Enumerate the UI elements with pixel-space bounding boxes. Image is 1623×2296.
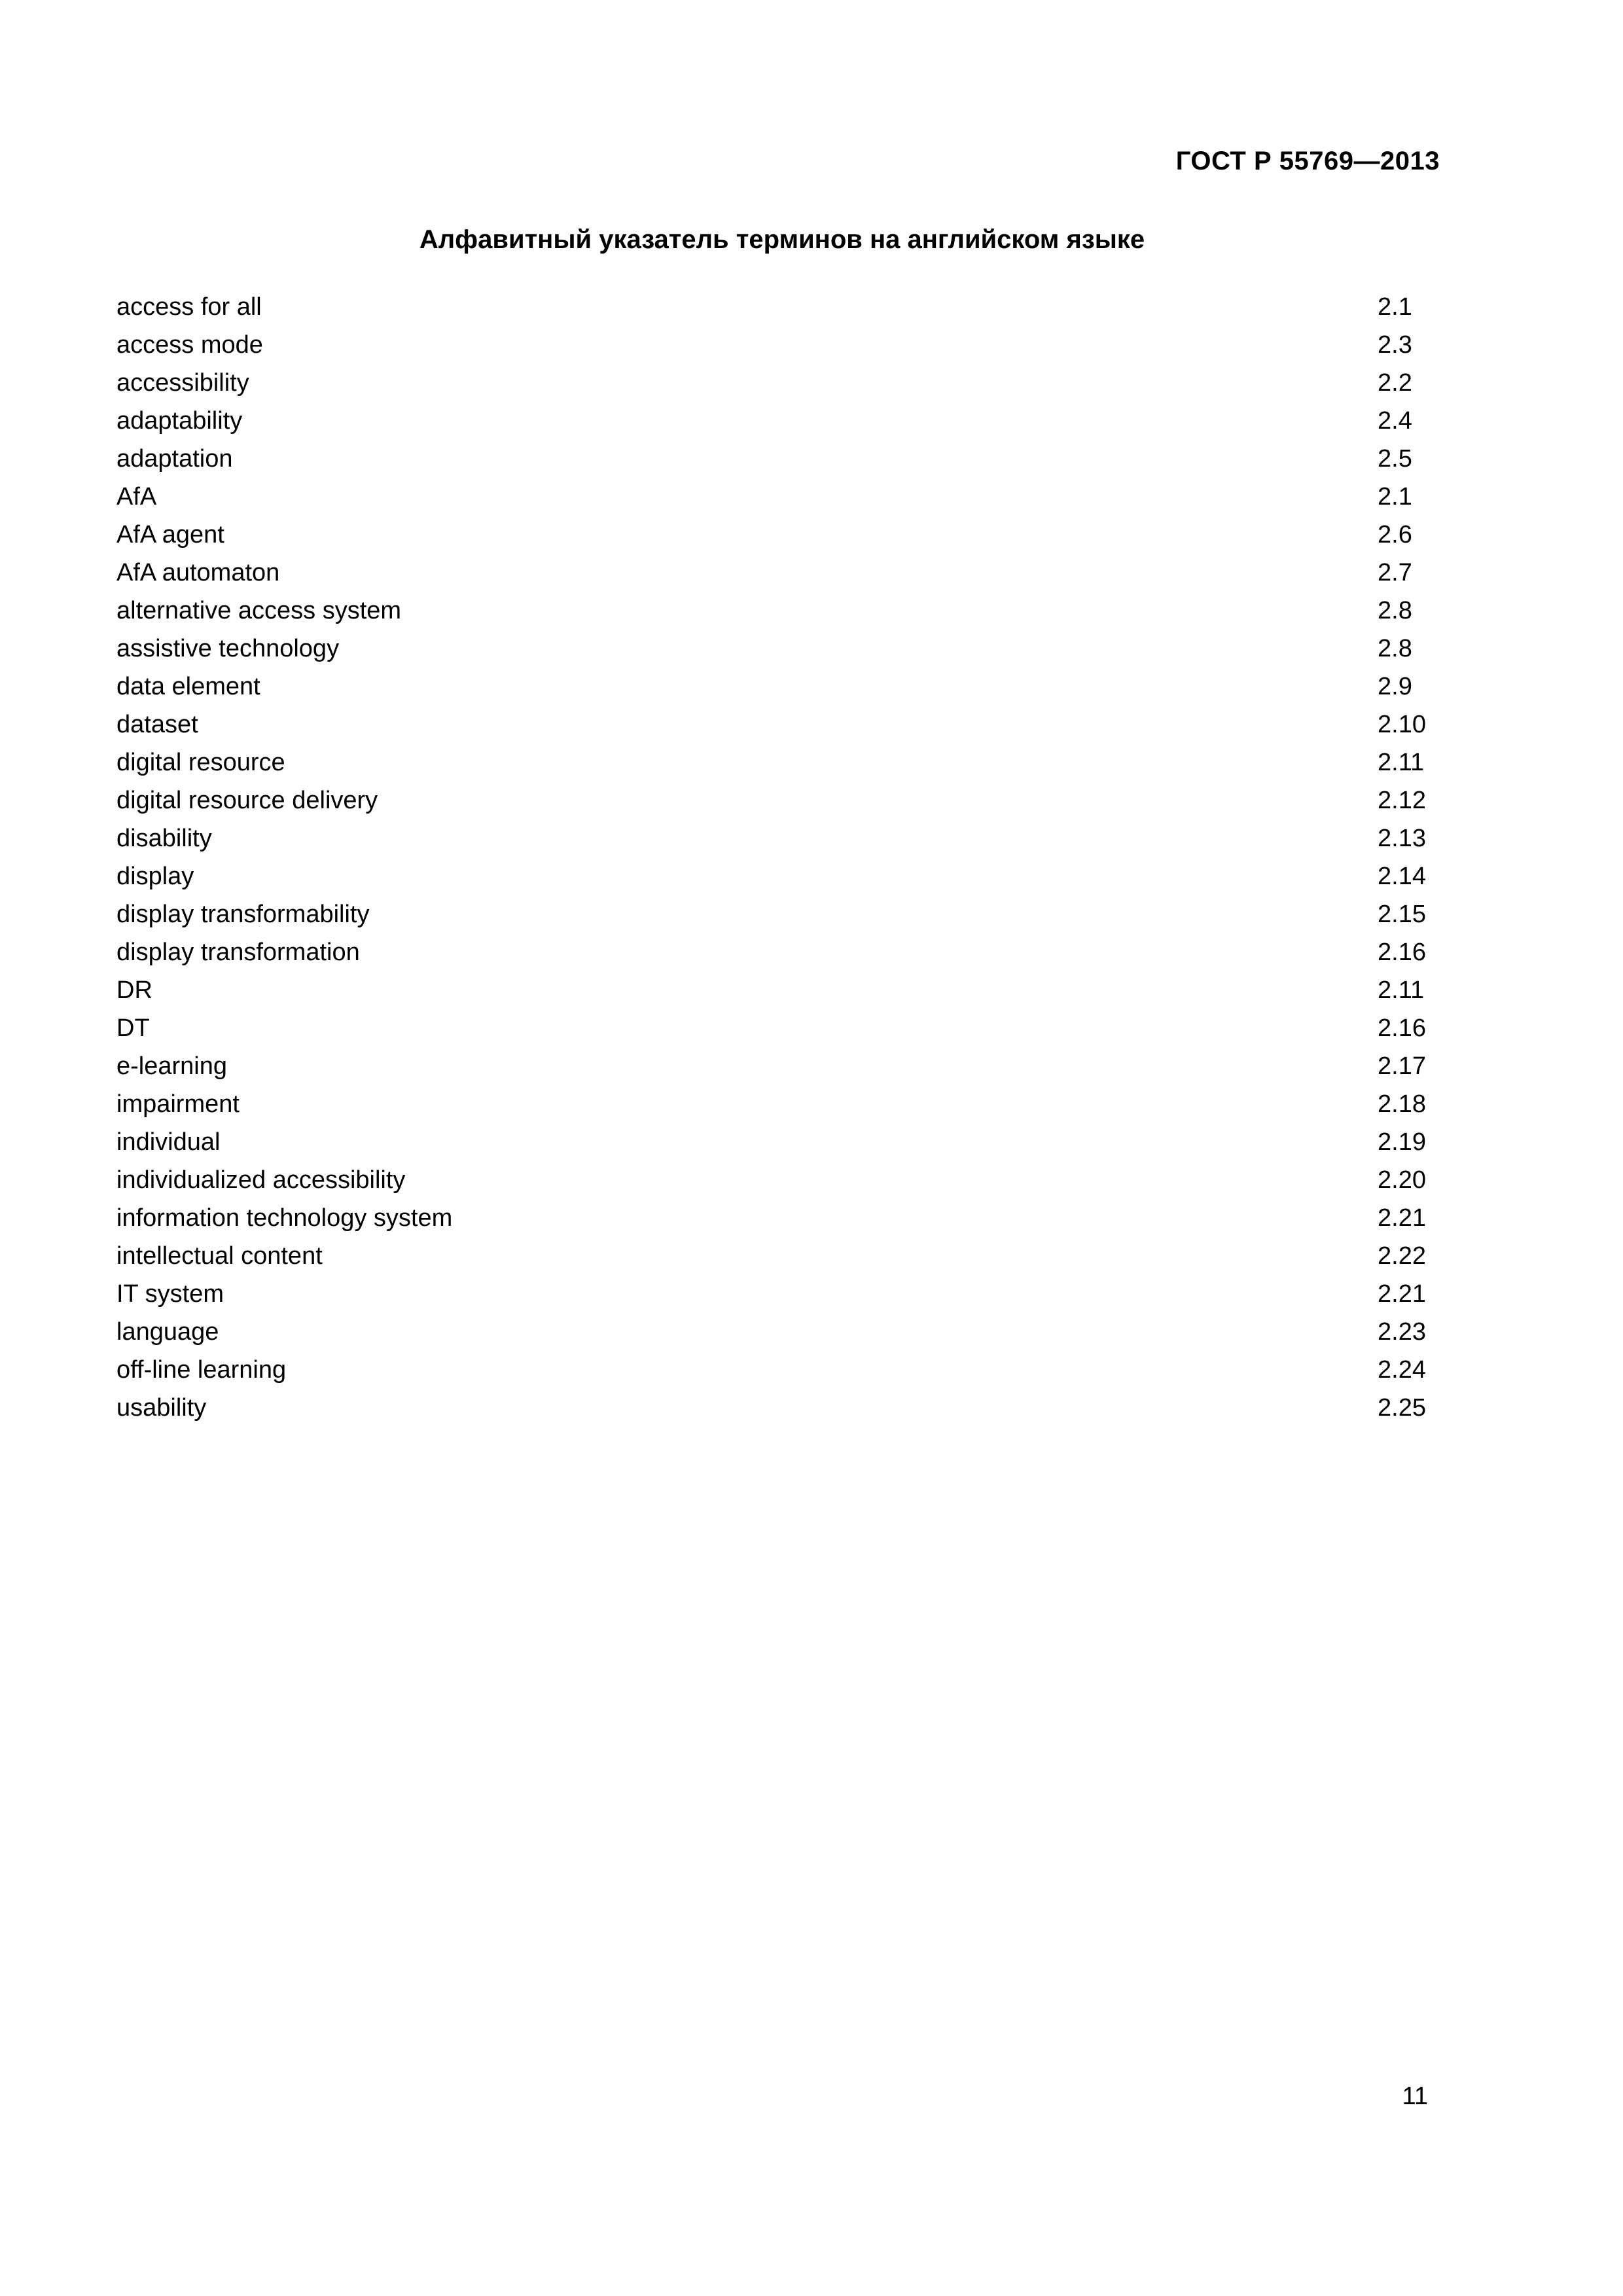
- document-code: ГОСТ Р 55769—2013: [1175, 147, 1440, 175]
- index-row: [116, 630, 1438, 668]
- index-ref: 2.19: [1378, 1128, 1426, 1156]
- index-row: [116, 1085, 1438, 1123]
- index-row: [116, 402, 1438, 440]
- index-row: [116, 1237, 1438, 1275]
- index-ref: 2.13: [1378, 825, 1426, 852]
- index-row: [116, 895, 1438, 933]
- term-index-list: [116, 288, 1438, 1427]
- index-term: individualized accessibility: [116, 1166, 406, 1194]
- index-term: assistive technology: [116, 635, 340, 662]
- index-term: information technology system: [116, 1204, 453, 1232]
- index-row: [116, 288, 1438, 326]
- index-row: [116, 1161, 1438, 1199]
- index-term: IT system: [116, 1280, 224, 1308]
- index-term: DR: [116, 977, 152, 1004]
- index-term: display: [116, 863, 194, 890]
- index-term: individual: [116, 1128, 221, 1156]
- page-title: Алфавитный указатель терминов на английском языке: [419, 225, 1145, 254]
- index-row: [116, 706, 1438, 744]
- index-term: impairment: [116, 1090, 240, 1118]
- index-ref: 2.6: [1378, 521, 1412, 548]
- index-row: [116, 744, 1438, 781]
- index-ref: 2.7: [1378, 559, 1412, 586]
- index-row: [116, 478, 1438, 516]
- index-ref: 2.8: [1378, 597, 1412, 624]
- index-row: [116, 1199, 1438, 1237]
- index-term: off-line learning: [116, 1356, 287, 1384]
- index-ref: 2.14: [1378, 863, 1426, 890]
- index-row: [116, 1275, 1438, 1313]
- index-ref: 2.16: [1378, 939, 1426, 966]
- index-term: access mode: [116, 331, 263, 359]
- index-row: [116, 326, 1438, 364]
- index-term: DT: [116, 1014, 150, 1042]
- index-term: AfA agent: [116, 521, 224, 548]
- index-term: alternative access system: [116, 597, 402, 624]
- index-ref: 2.1: [1378, 483, 1412, 511]
- index-ref: 2.23: [1378, 1318, 1426, 1346]
- index-ref: 2.21: [1378, 1280, 1426, 1308]
- index-ref: 2.25: [1378, 1394, 1426, 1422]
- index-ref: 2.12: [1378, 787, 1426, 814]
- index-row: [116, 440, 1438, 478]
- index-ref: 2.21: [1378, 1204, 1426, 1232]
- index-row: [116, 1313, 1438, 1351]
- index-ref: 2.11: [1378, 749, 1425, 776]
- index-term: intellectual content: [116, 1242, 323, 1270]
- index-term: data element: [116, 673, 260, 700]
- index-row: [116, 781, 1438, 819]
- index-row: [116, 516, 1438, 554]
- index-row: [116, 592, 1438, 630]
- index-ref: 2.2: [1378, 369, 1412, 397]
- index-term: display transformability: [116, 901, 370, 928]
- index-term: e-learning: [116, 1052, 227, 1080]
- index-term: digital resource delivery: [116, 787, 378, 814]
- index-ref: 2.24: [1378, 1356, 1426, 1384]
- index-ref: 2.17: [1378, 1052, 1426, 1080]
- index-ref: 2.18: [1378, 1090, 1426, 1118]
- index-term: adaptability: [116, 407, 243, 435]
- index-row: [116, 1123, 1438, 1161]
- index-ref: 2.16: [1378, 1014, 1426, 1042]
- index-ref: 2.22: [1378, 1242, 1426, 1270]
- index-term: accessibility: [116, 369, 249, 397]
- index-row: [116, 1389, 1438, 1427]
- index-term: AfA: [116, 483, 157, 511]
- index-row: [116, 857, 1438, 895]
- index-ref: 2.1: [1378, 293, 1412, 321]
- index-row: [116, 1047, 1438, 1085]
- index-row: [116, 1351, 1438, 1389]
- index-ref: 2.15: [1378, 901, 1426, 928]
- index-row: [116, 971, 1438, 1009]
- page-number: 11: [1402, 2083, 1428, 2110]
- index-term: usability: [116, 1394, 207, 1422]
- index-row: [116, 1009, 1438, 1047]
- index-row: [116, 554, 1438, 592]
- index-row: [116, 668, 1438, 706]
- index-ref: 2.20: [1378, 1166, 1426, 1194]
- index-ref: 2.3: [1378, 331, 1412, 359]
- index-row: [116, 364, 1438, 402]
- index-ref: 2.11: [1378, 977, 1425, 1004]
- index-term: access for all: [116, 293, 262, 321]
- index-term: language: [116, 1318, 219, 1346]
- index-term: display transformation: [116, 939, 360, 966]
- index-term: AfA automaton: [116, 559, 280, 586]
- index-term: adaptation: [116, 445, 233, 473]
- index-ref: 2.4: [1378, 407, 1412, 435]
- index-row: [116, 819, 1438, 857]
- index-term: digital resource: [116, 749, 285, 776]
- index-ref: 2.5: [1378, 445, 1412, 473]
- index-row: [116, 933, 1438, 971]
- index-term: disability: [116, 825, 212, 852]
- index-ref: 2.9: [1378, 673, 1412, 700]
- index-ref: 2.10: [1378, 711, 1426, 738]
- index-term: dataset: [116, 711, 198, 738]
- index-ref: 2.8: [1378, 635, 1412, 662]
